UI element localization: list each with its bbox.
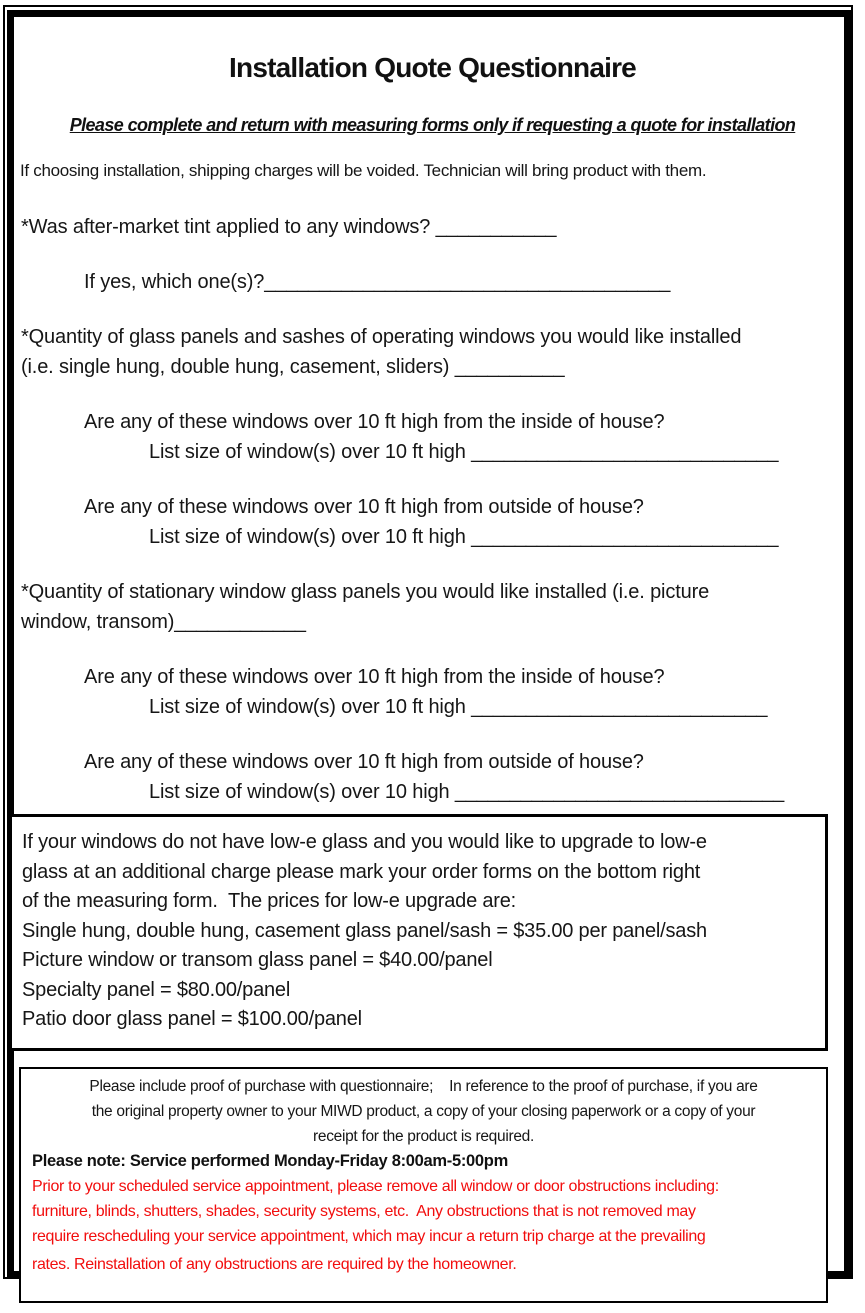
intro-text: If choosing installation, shipping charges will be voided. Technician will bring product with them. (20, 161, 707, 180)
questions-section (21, 212, 847, 807)
lowe-price-picture-transom: Picture window or transom glass panel = $40.00/panel (22, 949, 493, 971)
lowe-upgrade-box (9, 814, 828, 1051)
service-hours-note: Please note: Service performed Monday-Friday 8:00am-5:00pm (32, 1152, 508, 1170)
question-stationary-inside: Are any of these windows over 10 ft high from the inside of house? (84, 666, 665, 688)
question-tint: *Was after-market tint applied to any windows? ___________ (21, 216, 557, 238)
question-operating-qty-line2: (i.e. single hung, double hung, casement, sliders) __________ (21, 356, 565, 378)
question-stationary-qty-line2: window, transom)____________ (21, 611, 306, 633)
obstruction-warning-line: Prior to your scheduled service appointment, please remove all window or door obstructions including: (32, 1178, 719, 1195)
question-operating-qty-line1: *Quantity of glass panels and sashes of operating windows you would like installed (21, 326, 742, 348)
question-stationary-qty-line1: *Quantity of stationary window glass panels you would like installed (i.e. picture (21, 581, 710, 603)
proof-of-purchase-line: Please include proof of purchase with questionnaire; In reference to the proof of purchase, if you are (89, 1078, 758, 1095)
question-stationary-outside: Are any of these windows over 10 ft high from outside of house? (84, 751, 644, 773)
service-notes-box (19, 1067, 828, 1303)
lowe-text-line: glass at an additional charge please mark your order forms on the bottom right (22, 860, 701, 883)
page-title: Installation Quote Questionnaire (229, 52, 636, 83)
question-tint-which: If yes, which one(s)?_____________________________________ (84, 271, 671, 293)
blank-operating-outside-size: List size of window(s) over 10 ft high ____________________________ (149, 526, 779, 548)
lowe-price-patio-door: Patio door glass panel = $100.00/panel (22, 1008, 362, 1030)
obstruction-warning-line: require rescheduling your service appointment, which may incur a return trip charge at the prevailing (32, 1228, 706, 1245)
blank-stationary-inside-size: List size of window(s) over 10 ft high ___________________________ (149, 696, 768, 718)
lowe-price-single-double-casement: Single hung, double hung, casement glass panel/sash = $35.00 per panel/sash (22, 919, 707, 942)
lowe-text-line: If your windows do not have low-e glass and you would like to upgrade to low-e (22, 831, 707, 853)
lowe-price-specialty: Specialty panel = $80.00/panel (22, 978, 291, 1001)
obstruction-warning-line: rates. Reinstallation of any obstructions are required by the homeowner. (32, 1256, 517, 1273)
proof-of-purchase-line: receipt for the product is required. (313, 1128, 534, 1145)
question-operating-outside: Are any of these windows over 10 ft high from outside of house? (84, 496, 644, 518)
obstruction-warning-line: furniture, blinds, shutters, shades, security systems, etc. Any obstructions that is not removed may (32, 1203, 696, 1220)
question-operating-inside: Are any of these windows over 10 ft high from the inside of house? (84, 411, 665, 433)
proof-of-purchase-line: the original property owner to your MIWD product, a copy of your closing paperwork or a copy of your (91, 1103, 756, 1120)
lowe-text-line: of the measuring form. The prices for low-e upgrade are: (22, 890, 517, 912)
blank-operating-inside-size: List size of window(s) over 10 ft high ____________________________ (149, 441, 779, 463)
page-subtitle: Please complete and return with measuring forms only if requesting a quote for installation (69, 115, 796, 135)
blank-stationary-outside-size: List size of window(s) over 10 high ______________________________ (149, 781, 785, 803)
